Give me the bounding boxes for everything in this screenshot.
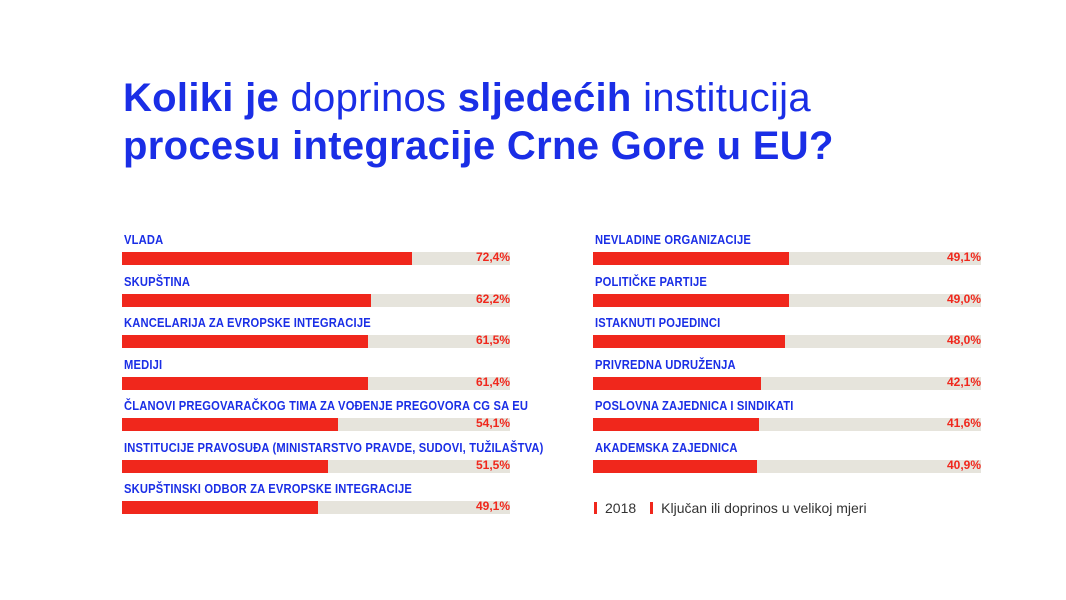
bar-value-label: 49,1% — [475, 499, 510, 513]
title-part: Koliki je — [123, 76, 291, 120]
bar-fill — [122, 252, 412, 265]
left-bar-column — [122, 232, 544, 523]
bar-row — [593, 274, 981, 316]
bar-row — [122, 274, 510, 316]
bar-value-label: 62,2% — [475, 291, 510, 306]
bar-track — [122, 335, 510, 348]
bar-fill — [593, 252, 789, 265]
bar-fill — [593, 377, 761, 390]
chart-title — [123, 74, 834, 170]
bar-row — [122, 481, 510, 523]
legend-year: 2018 — [605, 500, 637, 516]
bar-value-label: 51,5% — [475, 457, 510, 472]
bar-track — [122, 252, 510, 265]
bar-fill — [122, 501, 318, 514]
bar-value-label: 40,9% — [946, 457, 981, 472]
bar-category-label: VLADA — [124, 232, 164, 247]
bar-category-label: SKUPŠTINA — [124, 273, 191, 289]
bar-row — [593, 398, 981, 440]
bar-row — [122, 439, 544, 482]
bar-fill — [122, 377, 368, 390]
bar-fill — [122, 335, 368, 348]
bar-track — [593, 374, 981, 390]
right-bar-column — [593, 232, 981, 481]
bar-track — [122, 374, 510, 390]
bar-category-label: POSLOVNA ZAJEDNICA I SINDIKATI — [595, 398, 794, 413]
title-line-2 — [123, 122, 834, 170]
bar-track — [593, 335, 981, 348]
bar-category-label: AKADEMSKA ZAJEDNICA — [595, 439, 738, 455]
title-part: institucija — [643, 76, 811, 120]
bar-category-label: SKUPŠTINSKI ODBOR ZA EVROPSKE INTEGRACIJE — [124, 481, 413, 496]
bar-value-label: 72,4% — [475, 250, 510, 264]
bar-row — [593, 315, 981, 357]
bar-row — [593, 357, 981, 399]
legend-marker — [650, 502, 653, 514]
bar-value-label: 54,1% — [475, 416, 510, 430]
bar-track — [122, 457, 510, 473]
title-part: procesu integracije Crne Gore u EU? — [123, 124, 834, 168]
bar-category-label: NEVLADINE ORGANIZACIJE — [595, 232, 751, 247]
legend-marker — [594, 502, 597, 514]
bar-category-label: POLITIČKE PARTIJE — [595, 273, 708, 289]
bar-category-label: KANCELARIJA ZA EVROPSKE INTEGRACIJE — [124, 315, 371, 330]
bar-track — [593, 291, 981, 307]
bar-row — [593, 232, 981, 274]
bar-category-label: PRIVREDNA UDRUŽENJA — [595, 356, 736, 372]
bar-track — [593, 252, 981, 265]
bar-row — [122, 398, 529, 440]
legend-series-label: Ključan ili doprinos u velikoj mjeri — [661, 500, 867, 516]
bar-fill — [593, 294, 789, 307]
bar-category-label: INSTITUCIJE PRAVOSUĐA (MINISTARSTVO PRAVDE, SUDOVI, TUŽILAŠTVA) — [124, 439, 544, 455]
bar-fill — [122, 294, 371, 307]
bar-value-label: 42,1% — [946, 374, 981, 389]
bar-category-label: ISTAKNUTI POJEDINCI — [595, 315, 721, 330]
bar-value-label: 61,5% — [475, 333, 510, 347]
title-part: doprinos — [290, 76, 458, 120]
bar-row — [122, 315, 510, 357]
bar-value-label: 49,0% — [946, 291, 981, 306]
bar-track — [122, 418, 510, 431]
bar-value-label: 48,0% — [946, 333, 981, 347]
bar-value-label: 49,1% — [946, 250, 981, 264]
legend — [594, 500, 867, 516]
bar-row — [122, 357, 510, 399]
bar-track — [593, 457, 981, 473]
bar-fill — [122, 460, 328, 473]
bar-fill — [122, 418, 338, 431]
bar-fill — [593, 460, 757, 473]
bar-category-label: ČLANOVI PREGOVARAČKOG TIMA ZA VOĐENJE PREGOVORA CG SA EU — [124, 398, 529, 413]
title-line-1 — [123, 74, 834, 122]
bar-value-label: 61,4% — [475, 374, 510, 389]
bar-row — [593, 440, 981, 482]
bar-fill — [593, 418, 759, 431]
bar-fill — [593, 335, 785, 348]
bar-track — [122, 291, 510, 307]
bar-category-label: MEDIJI — [124, 356, 163, 372]
bar-track — [122, 501, 510, 514]
bar-row — [122, 232, 510, 274]
bar-track — [593, 418, 981, 431]
bar-value-label: 41,6% — [946, 416, 981, 430]
title-part: sljedećih — [457, 76, 644, 120]
